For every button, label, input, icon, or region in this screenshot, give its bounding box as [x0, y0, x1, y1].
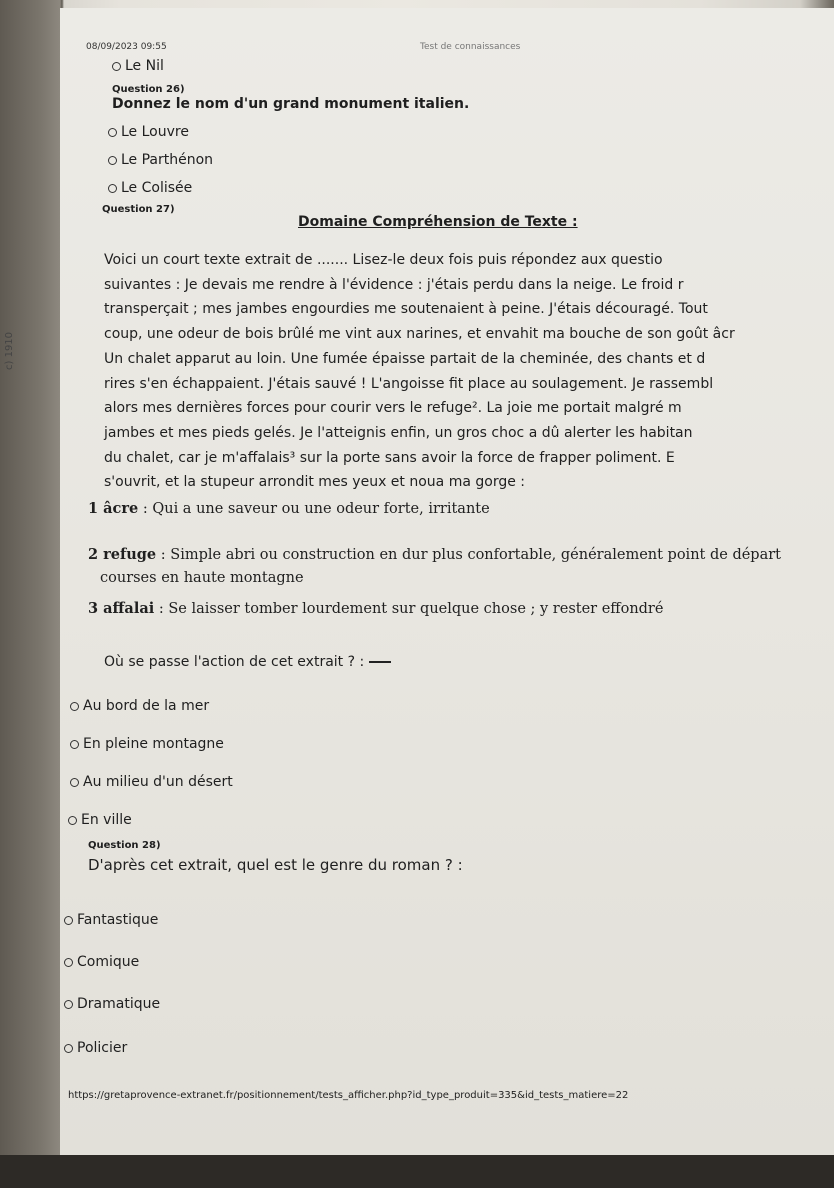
radio-icon	[64, 1000, 73, 1009]
question-26-text: Donnez le nom d'un grand monument italien.	[112, 96, 470, 112]
q28-option-4[interactable]: Policier	[64, 1040, 127, 1056]
footnote-1: 1 âcre : Qui a une saveur ou une odeur forte, irritante	[88, 500, 490, 517]
radio-icon	[108, 156, 117, 165]
text-line: jambes et mes pieds gelés. Je l'atteignis enfin, un gros choc a dû alerter les habitan	[104, 424, 693, 441]
q26-option-3[interactable]: Le Colisée	[108, 180, 192, 196]
text-line: rires s'en échappaient. J'étais sauvé ! L'angoisse fit place au soulagement. Je rassembl	[104, 375, 714, 392]
text-line: du chalet, car je m'affalais³ sur la porte sans avoir la force de frapper poliment. E	[104, 449, 675, 466]
q27-option-2[interactable]: En pleine montagne	[70, 736, 224, 752]
q26-option-2[interactable]: Le Parthénon	[108, 152, 213, 168]
question-27-text: Où se passe l'action de cet extrait ? :	[104, 654, 391, 670]
option-le-nil[interactable]: Le Nil	[112, 58, 164, 74]
footer-url[interactable]: https://gretaprovence-extranet.fr/positionnement/tests_afficher.php?id_type_produit=335&id_tests_matiere=22	[68, 1090, 629, 1101]
q27-option-3[interactable]: Au milieu d'un désert	[70, 774, 233, 790]
text-line: transperçait ; mes jambes engourdies me soutenaient à peine. J'étais découragé. Tout	[104, 301, 708, 318]
question-28-label: Question 28)	[88, 840, 161, 851]
radio-icon	[68, 816, 77, 825]
q28-option-3[interactable]: Dramatique	[64, 996, 160, 1012]
text-line: Un chalet apparut au loin. Une fumée épaisse partait de la cheminée, des chants et d	[104, 350, 706, 367]
margin-stamp: c) 1910	[4, 331, 15, 370]
q28-option-2[interactable]: Comique	[64, 954, 139, 970]
q27-option-1[interactable]: Au bord de la mer	[70, 698, 209, 714]
text-line: suivantes : Je devais me rendre à l'évidence : j'étais perdu dans la neige. Le froid r	[104, 276, 684, 293]
domain-heading: Domaine Compréhension de Texte :	[298, 214, 578, 230]
radio-icon	[112, 62, 121, 71]
radio-icon	[64, 916, 73, 925]
q28-option-1[interactable]: Fantastique	[64, 912, 158, 928]
background-shadow	[0, 1155, 834, 1188]
text-line: alors mes dernières forces pour courir vers le refuge². La joie me portait malgré m	[104, 400, 682, 417]
radio-icon	[108, 128, 117, 137]
radio-icon	[64, 1044, 73, 1053]
footnote-2-continuation: courses en haute montagne	[100, 570, 304, 586]
footnote-2: 2 refuge : Simple abri ou construction en dur plus confortable, généralement point de départ	[88, 546, 781, 563]
radio-icon	[70, 740, 79, 749]
q27-option-4[interactable]: En ville	[68, 812, 132, 828]
extract-text	[104, 248, 735, 495]
question-27-label: Question 27)	[102, 204, 175, 215]
q26-option-1[interactable]: Le Louvre	[108, 124, 189, 140]
radio-icon	[70, 778, 79, 787]
question-26-label: Question 26)	[112, 84, 185, 95]
radio-icon	[108, 184, 117, 193]
footnote-3: 3 affalai : Se laisser tomber lourdement sur quelque chose ; y rester effondré	[88, 600, 664, 617]
question-28-text: D'après cet extrait, quel est le genre du roman ? :	[88, 856, 463, 874]
radio-icon	[64, 958, 73, 967]
text-line: Voici un court texte extrait de ....... Lisez-le deux fois puis répondez aux questio	[104, 252, 663, 268]
radio-icon	[70, 702, 79, 711]
print-datetime: 08/09/2023 09:55	[86, 42, 167, 52]
print-title: Test de connaissances	[420, 42, 521, 52]
text-line: coup, une odeur de bois brûlé me vint aux narines, et envahit ma bouche de son goût âcr	[104, 326, 735, 343]
text-line: s'ouvrit, et la stupeur arrondit mes yeux et noua ma gorge :	[104, 474, 525, 491]
answer-line	[369, 661, 391, 663]
